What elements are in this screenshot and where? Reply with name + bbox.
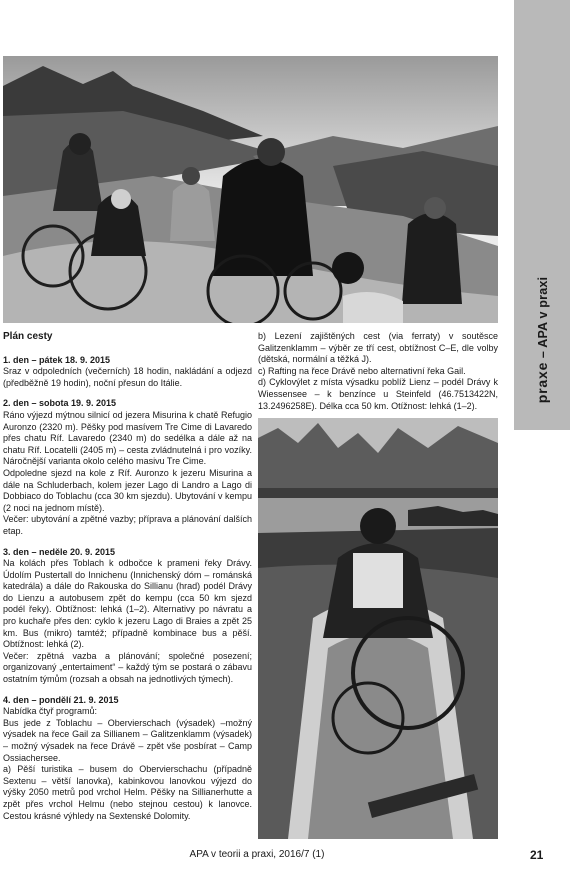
section-keyword: praxe [534, 361, 550, 404]
day-4-text-3: a) Pěší turistika – busem do Obervierschachu (případně Sextenu – větší lanovka), kabinkovou lanovkou výjezd do výšky 2050 metrů pod vrchol Helm. Pěšky na Sillianerhutte a zpět přes vrchol Helmu (nebo stejnou cestou) k lanovce. Cestou krásné výhledy na Sextenské Dolomity. [3, 764, 252, 821]
day-2-text-2: Odpoledne sjezd na kole z Ríf. Auronzo k jezeru Misurina a dále na Schluderbach, kolem jezer Lago di Landro a Lago di Dobbiaco do Toblachu (cca 30 km sjezdu). Ubytování v kempu (2 noci na jednom místě). [3, 467, 252, 513]
right-text-column [258, 331, 498, 412]
journal-footer: APA v teorii a praxi, 2016/7 (1) [189, 849, 325, 860]
day-1-heading: 1. den – pátek 18. 9. 2015 [3, 354, 111, 365]
day-3-text-2: Večer: zpětná vazba a plánování; společné posezení; organizovaný „entertaiment“ – každý tým se postará o zábavu ostatním týmům (rozsah a obsah na jednotlivých týmech). [3, 650, 252, 685]
option-c-text: c) Rafting na řece Drávě nebo alternativní řeka Gail. [258, 365, 466, 376]
section-title: Plán cesty [3, 331, 53, 342]
day-2-heading: 2. den – sobota 19. 9. 2015 [3, 398, 117, 409]
photo-kayaker-graphic [258, 418, 498, 839]
section-tab-label [534, 277, 550, 403]
day-3-heading: 3. den – neděle 20. 9. 2015 [3, 546, 116, 557]
left-text-column [3, 331, 252, 822]
day-4-text-1: Nabídka čtyř programů: [3, 706, 98, 717]
photo-wheelchair-group-graphic [3, 56, 498, 323]
photo-wheelchair-group [3, 56, 498, 323]
day-3-text-1: Na kolách přes Toblach k odbočce k prameni řeky Drávy. Údolím Pustertall do Innichenu (Innichenský dóm – románská katedrála) a dále do Rakouska do Sillianu (hrad) podél Drávy do Lienzu a autobusem zpět do kempu (cca 50 km sjezd podél řeky). Obtížnost: lehká (1–2). Alternativy po návratu a pro kuchaře přes den: cyklo k jezeru Lago di Braies a zpět 25 km. Bus (mikro) tamtéž; případně kombinace bus a pěší. Obtížnost: lehká (2). [3, 558, 252, 650]
photo-kayaker-on-river [258, 418, 498, 839]
option-b-text: b) Lezení zajištěných cest (via ferraty) v soutěsce Galitzenklamm – výběr ze tří cest, obtížnost C–E, dle volby (dětská, normální a těžká J). [258, 331, 498, 365]
day-4-text-2: Bus jede z Toblachu – Obervierschach (výsadek) –možný výsadek na řece Gail za Sillianem – Galitzenklamm (výsadek) – možný výsadek na řece Drávě – zpět vše posbírat – Camp Ossiachersee. [3, 717, 252, 763]
section-dash: – [536, 347, 550, 362]
page-number: 21 [530, 848, 544, 862]
day-2-text-1: Ráno výjezd mýtnou silnicí od jezera Misurina k chatě Refugio Auronzo (2320 m). Pěšky pod masívem Tre Cime di Lavaredo přes chatu Ríf. Lavaredo (2340 m) do sedélka a dále až na chatu Ríf. Locatelli (2405 m) – cesta zvládnutelná i pro vozíky. Náročnější varianta okolo celého masivu Tre Cime. [3, 409, 252, 467]
day-4-heading: 4. den – pondělí 21. 9. 2015 [3, 694, 119, 705]
section-name: APA v praxi [536, 276, 550, 348]
day-2-text-3: Večer: ubytování a zpětné vazby; příprava a plánování dalších etap. [3, 514, 252, 536]
option-d-text: d) Cyklovýlet z místa výsadku poblíž Lienz – podél Drávy k Wiessensee – k benzínce u Steinfeld (46.7513422N, 13.2496258E). Délka cca 50 km. Otížnost: lehká (1–2). [258, 377, 498, 411]
day-1-text: Sraz v odpoledních (večerních) 18 hodin, nakládání a odjezd (předběžně 19 hodin), noční přesun do Itálie. [3, 366, 252, 388]
